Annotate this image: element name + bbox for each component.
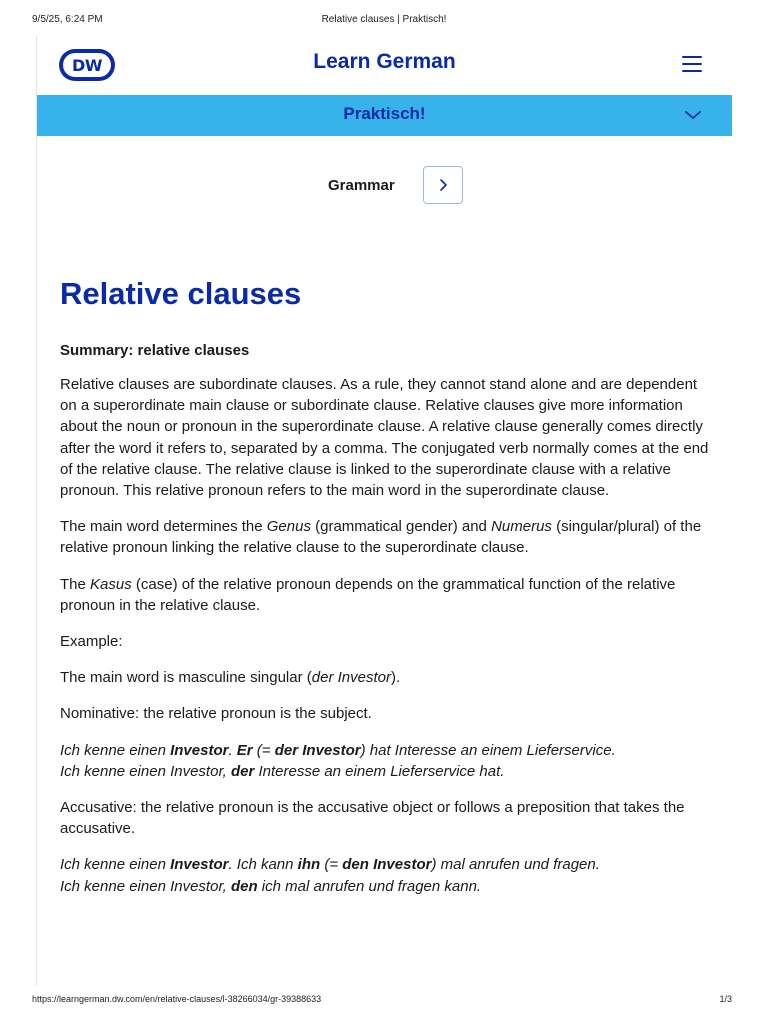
chevron-right-icon bbox=[437, 178, 449, 192]
term-genus: Genus bbox=[266, 518, 311, 536]
section-nav-title: Praktisch! bbox=[343, 104, 426, 123]
print-document-title: Relative clauses | Praktisch! bbox=[321, 14, 447, 25]
intro-paragraph: Relative clauses are subordinate clauses. As a rule, they cannot stand alone and are dependent on a superordinate main clause or subordinate clause. Relative clauses give more information about the noun or pronoun in the superordinate clause. A relative clause generally comes directly after the word it refers to, separated by a comma. The conjugated verb normally comes at the end of the relative clause. The relative clause is linked to the superordinate clause with a relative pronoun. This relative pronoun refers to the main word in the superordinate clause. bbox=[60, 376, 709, 500]
genus-numerus-paragraph: The main word determines the Genus (grammatical gender) and Numerus (singular/plural) of the relative pronoun linking the relative clause to the superordinate clause. bbox=[60, 518, 702, 557]
term-kasus: Kasus bbox=[90, 575, 132, 593]
breadcrumb bbox=[0, 166, 768, 206]
kasus-paragraph: The Kasus (case) of the relative pronoun depends on the grammatical function of the relative pronoun in the relative clause. bbox=[60, 575, 676, 614]
print-header bbox=[32, 14, 736, 30]
print-footer bbox=[32, 994, 736, 1008]
print-url: https://learngerman.dw.com/en/relative-clauses/l-38266034/gr-39388633 bbox=[32, 994, 322, 1004]
site-title[interactable]: Learn German bbox=[313, 50, 456, 73]
accusative-label: Accusative: the relative pronoun is the accusative object or follows a preposition that takes the accusative. bbox=[60, 799, 685, 838]
print-page-number: 1/3 bbox=[719, 994, 732, 1004]
chevron-down-icon[interactable] bbox=[684, 109, 702, 121]
breadcrumb-next-button[interactable] bbox=[423, 166, 463, 204]
nominative-label: Nominative: the relative pronoun is the subject. bbox=[60, 705, 372, 723]
site-header bbox=[37, 36, 732, 94]
summary-heading: Summary: relative clauses bbox=[60, 342, 250, 359]
page-title: Relative clauses bbox=[60, 276, 302, 311]
breadcrumb-label[interactable]: Grammar bbox=[328, 177, 395, 194]
print-datetime: 9/5/25, 6:24 PM bbox=[32, 14, 103, 25]
term-numerus: Numerus bbox=[491, 518, 552, 536]
nominative-example: Ich kenne einen Investor. Er (= der Investor) hat Interesse an einem Lieferservice. Ich kenne einen Investor, der Interesse an einem Lieferservice hat. bbox=[60, 741, 616, 780]
article bbox=[60, 274, 710, 912]
term-der-investor: der Investor bbox=[311, 669, 391, 687]
example-label: Example: bbox=[60, 633, 123, 651]
main-word-paragraph: The main word is masculine singular (der Investor). bbox=[60, 669, 401, 687]
section-nav[interactable] bbox=[37, 95, 732, 136]
hamburger-menu-icon[interactable] bbox=[682, 56, 702, 72]
accusative-example: Ich kenne einen Investor. Ich kann ihn (= den Investor) mal anrufen und fragen. Ich kenne einen Investor, den ich mal anrufen und fragen kann. bbox=[60, 856, 600, 895]
dw-logo-text: DW bbox=[63, 53, 111, 77]
